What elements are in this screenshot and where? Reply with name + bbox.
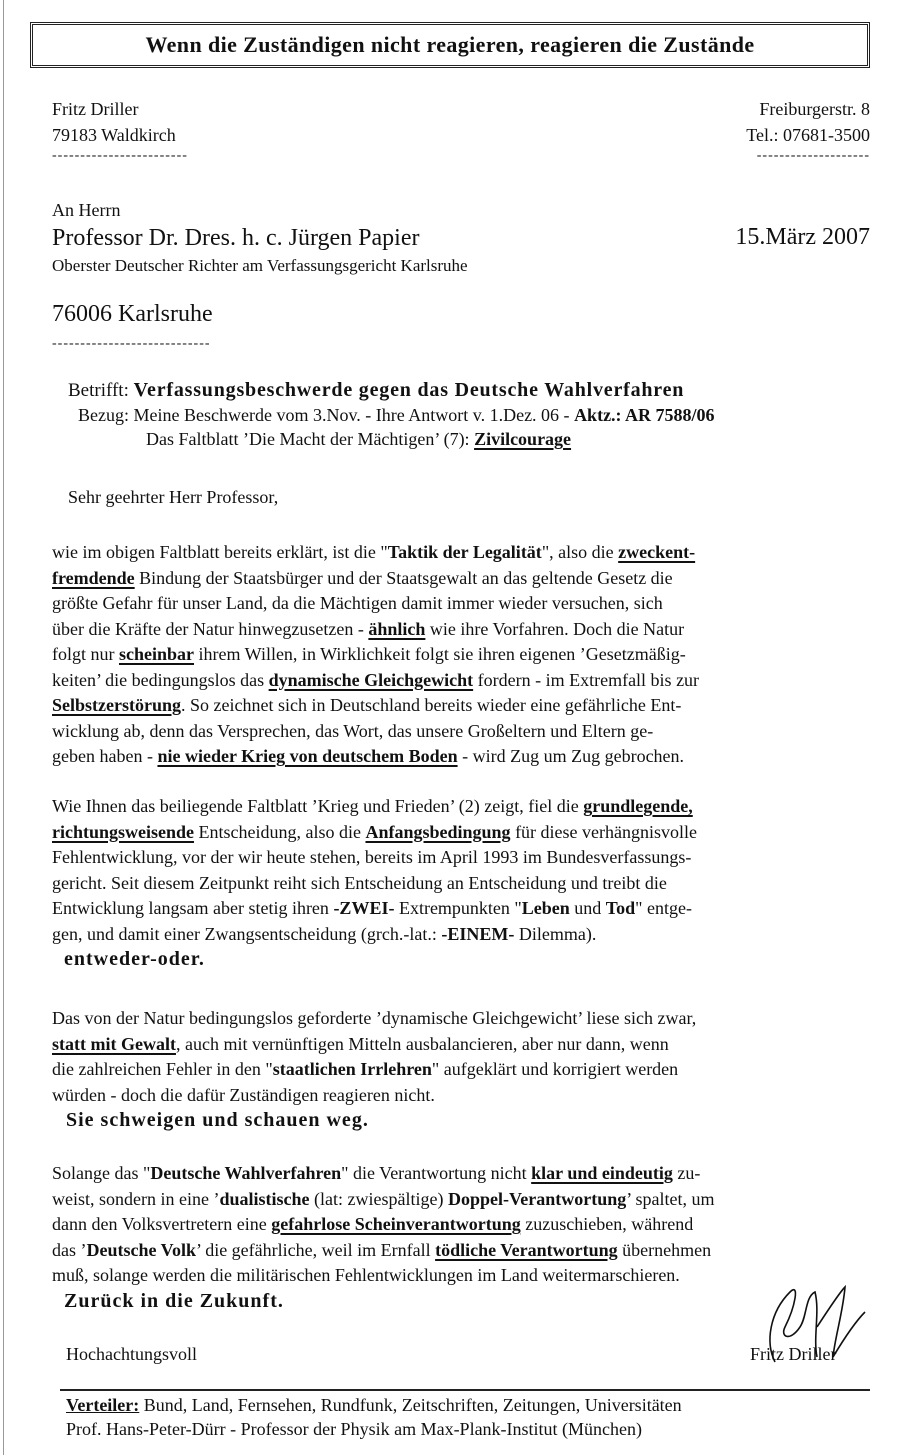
- reference-text: Meine Beschwerde vom 3.Nov. - Ihre Antwort v. 1.Dez. 06 -: [133, 405, 570, 425]
- underlined-text: richtungsweisende: [52, 821, 195, 842]
- underlined-text: fremdende: [52, 567, 135, 588]
- text: wie im obigen Faltblatt bereits erklärt, ist die ": [52, 542, 388, 562]
- text-line: [52, 794, 870, 820]
- reference-line: [68, 403, 715, 427]
- bold-text: Tod: [605, 898, 636, 918]
- text-line: wicklung ab, denn das Versprechen, das Wort, das unsere Großeltern und Eltern ge-: [52, 720, 654, 741]
- text: das ’: [52, 1239, 87, 1260]
- text: fordern - im Extremfall bis zur: [473, 669, 700, 690]
- text: gen, und damit einer Zwangsentscheidung (grch.-lat.:: [52, 923, 442, 944]
- greeting: Sehr geehrter Herr Professor,: [68, 487, 279, 507]
- bold-text: Doppel-Verantwortung: [447, 1188, 627, 1209]
- text-line: [52, 693, 870, 719]
- subject-label: Betrifft:: [68, 380, 129, 401]
- text-line: [52, 1238, 870, 1264]
- reference-file-number: Aktz.: AR 7588/06: [574, 405, 715, 425]
- sender-contact-dash: --------------------: [756, 148, 870, 163]
- subject-text: Verfassungsbeschwerde gegen das Deutsche Wahlverfahren: [133, 379, 685, 401]
- text-line: [52, 617, 870, 643]
- underlined-text: nie wieder Krieg von deutschem Boden: [157, 746, 458, 766]
- sender-street: Freiburgerstr. 8: [759, 99, 870, 119]
- sender-phone: Tel.: 07681-3500: [746, 125, 870, 145]
- slogan: entweder-oder.: [64, 948, 205, 970]
- text: ’ spaltet, um: [626, 1188, 715, 1209]
- text-line: [52, 1212, 870, 1238]
- text: keiten’ die bedingungslos das: [52, 669, 269, 690]
- underlined-text: dynamische Gleichgewicht: [268, 669, 474, 690]
- underlined-text: Anfangsbedingung: [365, 821, 511, 842]
- text-line: würden - doch die dafür Zuständigen reagieren nicht.: [52, 1084, 435, 1105]
- text: die zahlreichen Fehler in den ": [52, 1059, 273, 1079]
- recipient-block: [52, 198, 468, 278]
- text: (lat: zwiespältige): [309, 1188, 448, 1209]
- text-line: [52, 1161, 870, 1187]
- distribution-line-2: Prof. Hans-Peter-Dürr - Professor der Physik am Max-Plank-Institut (München): [66, 1419, 643, 1439]
- text: folgt nur: [52, 644, 119, 664]
- underlined-text: ähnlich: [368, 618, 426, 639]
- paragraph-1: [52, 540, 870, 770]
- text-line: [52, 896, 870, 922]
- text: und: [569, 898, 606, 918]
- headline: Wenn die Zuständigen nicht reagieren, reagieren die Zustände: [145, 32, 755, 57]
- sender-dash: ------------------------: [52, 148, 188, 163]
- text: weist, sondern in eine ’: [52, 1188, 220, 1209]
- text: " entge-: [635, 898, 692, 918]
- text: - wird Zug um Zug gebrochen.: [457, 746, 685, 766]
- underlined-text: gefahrlose Scheinverantwortung: [271, 1214, 521, 1234]
- sender-name: Fritz Driller: [52, 99, 139, 119]
- text: übernehmen: [617, 1239, 712, 1260]
- distribution-line-1: [66, 1393, 682, 1417]
- recipient-zip-city: 76006 Karlsruhe: [52, 301, 213, 327]
- text: Extrempunkten ": [394, 898, 522, 918]
- text-line: Das von der Natur bedingungslos geforderte ’dynamische Gleichgewicht’ liese sich zwar,: [52, 1008, 697, 1028]
- text-line: gericht. Seit diesem Zeitpunkt reiht sich Entscheidung an Entscheidung und treibt die: [52, 872, 667, 893]
- sender-block: [52, 96, 188, 164]
- underlined-text: statt mit Gewalt: [52, 1033, 176, 1054]
- text-line: [52, 1032, 870, 1058]
- text-line: [52, 668, 870, 694]
- footer-divider: [60, 1389, 870, 1391]
- text-line: [52, 820, 870, 846]
- text: dann den Volksvertretern eine: [52, 1214, 272, 1234]
- text-line: [52, 744, 870, 770]
- recipient-address: [52, 300, 213, 352]
- text: , auch mit vernünftigen Mitteln ausbalancieren, aber nur dann, wenn: [175, 1033, 669, 1054]
- bold-text: Deutsche Volk: [86, 1239, 197, 1260]
- letter-date: 15.März 2007: [735, 224, 870, 250]
- text-line: [52, 540, 870, 566]
- recipient-salutation: An Herrn: [52, 200, 121, 220]
- text: wie ihre Vorfahren. Doch die Natur: [425, 618, 685, 639]
- text: zu-: [672, 1163, 701, 1183]
- text-line: [52, 1187, 870, 1213]
- text: für diese verhängnisvolle: [510, 821, 698, 842]
- text: Dilemma).: [514, 923, 597, 944]
- sender-contact-block: [746, 96, 870, 164]
- distribution-label: Verteiler:: [66, 1395, 140, 1415]
- text: Bindung der Staatsbürger und der Staatsgewalt an das geltende Gesetz die: [134, 567, 673, 588]
- bold-text: -ZWEI-: [333, 898, 395, 918]
- slogan: Sie schweigen und schauen weg.: [66, 1109, 369, 1131]
- underlined-text: scheinbar: [119, 644, 195, 664]
- text: " die Verantwortung nicht: [341, 1163, 532, 1183]
- subject-line: [68, 378, 715, 403]
- leaflet-line: [68, 427, 715, 451]
- text-line: größte Gefahr für unser Land, da die Mächtigen damit immer wieder versuchen, sich: [52, 593, 663, 613]
- text: geben haben -: [52, 746, 158, 766]
- slogan: Zurück in die Zukunft.: [64, 1289, 284, 1312]
- bold-text: staatlichen Irrlehren: [272, 1059, 432, 1079]
- subject-block: [68, 378, 715, 451]
- text-line: [52, 1057, 870, 1083]
- text: Wie Ihnen das beiliegende Faltblatt ’Krieg und Frieden’ (2) zeigt, fiel die: [52, 796, 584, 816]
- headline-box: [30, 22, 870, 68]
- text-line: Fehlentwicklung, vor der wir heute stehen, bereits im April 1993 im Bundesverfassungs-: [52, 847, 692, 867]
- recipient-name: Professor Dr. Dres. h. c. Jürgen Papier: [52, 225, 420, 251]
- paragraph-2: [52, 794, 870, 973]
- underlined-text: grundlegende,: [583, 796, 693, 816]
- text: über die Kräfte der Natur hinwegzusetzen -: [52, 618, 369, 639]
- text: Entscheidung, also die: [194, 821, 366, 842]
- recipient-title: Oberster Deutscher Richter am Verfassungsgericht Karlsruhe: [52, 256, 468, 275]
- closing: Hochachtungsvoll: [66, 1344, 197, 1364]
- reference-label: Bezug:: [78, 405, 129, 425]
- text: ’ die gefährliche, weil im Ernfall: [196, 1239, 436, 1260]
- text-line: [52, 566, 870, 592]
- bold-text: Leben: [521, 898, 570, 918]
- text-line: [52, 922, 870, 948]
- recipient-dash: ----------------------------: [52, 336, 211, 351]
- text: Entwicklung langsam aber stetig ihren: [52, 898, 334, 918]
- text: ", also die: [541, 542, 619, 562]
- underlined-text: zweckent-: [618, 542, 696, 562]
- text: " aufgeklärt und korrigiert werden: [431, 1059, 679, 1079]
- text-line: muß, solange werden die militärischen Fehlentwicklungen im Land weitermarschieren.: [52, 1265, 680, 1285]
- text-line: [52, 642, 870, 668]
- signature-name: Fritz Driller: [750, 1344, 837, 1364]
- paragraph-3: [52, 1006, 870, 1134]
- bold-text: dualistische: [219, 1188, 310, 1209]
- distribution-recipients: Bund, Land, Fernsehen, Rundfunk, Zeitschriften, Zeitungen, Universitäten: [139, 1395, 682, 1415]
- bold-text: Deutsche Wahlverfahren: [150, 1163, 342, 1183]
- text: Solange das ": [52, 1163, 151, 1183]
- underlined-text: klar und eindeutig: [531, 1163, 673, 1183]
- text: zuzuschieben, während: [520, 1214, 694, 1234]
- page-edge-line: [3, 0, 4, 1455]
- bold-text: Taktik der Legalität: [387, 542, 542, 562]
- distribution-list: [66, 1393, 682, 1441]
- text: ihrem Willen, in Wirklichkeit folgt sie ihren eigenen ’Gesetzmäßig-: [194, 644, 686, 664]
- text: . So zeichnet sich in Deutschland bereits wieder eine gefährliche Ent-: [181, 695, 682, 715]
- bold-text: -EINEM-: [441, 923, 515, 944]
- leaflet-keyword: Zivilcourage: [474, 429, 572, 449]
- sender-city: 79183 Waldkirch: [52, 125, 176, 145]
- underlined-text: tödliche Verantwortung: [435, 1239, 618, 1260]
- underlined-text: Selbstzerstörung: [52, 695, 181, 715]
- leaflet-text: Das Faltblatt ’Die Macht der Mächtigen’ (7):: [146, 429, 470, 449]
